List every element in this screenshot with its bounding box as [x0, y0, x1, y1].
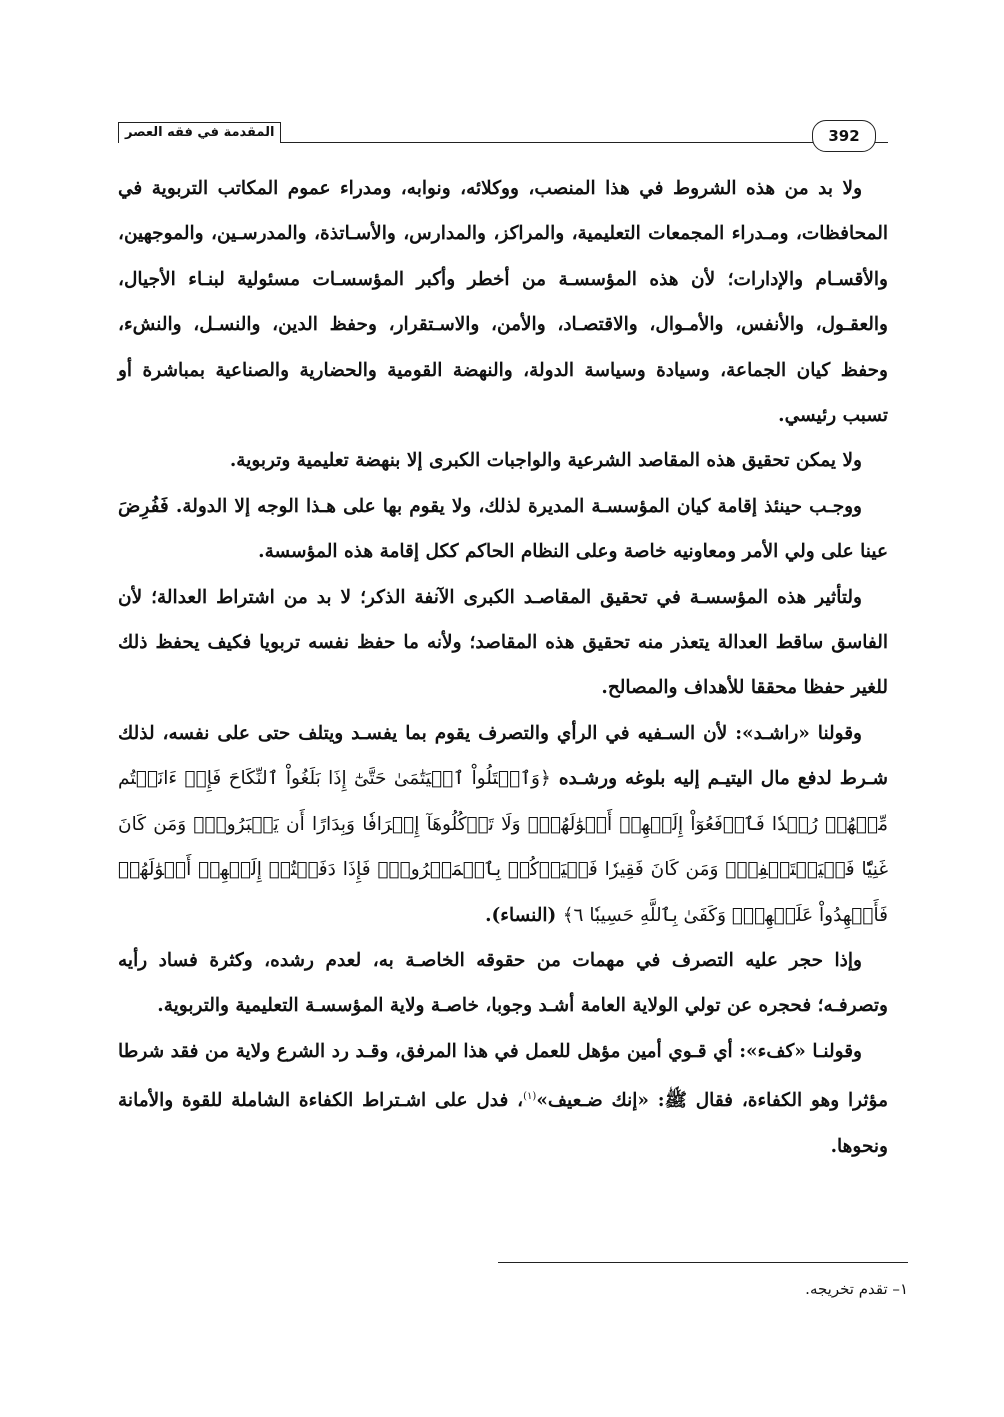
- page-header: [118, 120, 888, 150]
- footnote-divider: [498, 1262, 908, 1263]
- body-text: [118, 166, 888, 1169]
- paragraph-4: ولتأثير هذه المؤسسـة في تحقيق المقاصـد الكبرى الآنفة الذكر؛ لا بد من اشتراط العدالة؛ لأن الفاسق ساقط العدالة يتعذر منه تحقيق هذه المقاصد؛ ولأنه ما حفظ نفسه تربويا فكيف يحفظ ذلك للغير حفظا محققا للأهداف والمصالح.: [118, 586, 888, 699]
- kafa-text: وقولنـا «كفء»: أي قـوي أمين مؤهل للعمل في هذا المرفق، وقـد رد الشرع ولاية من فقد شرطا مؤثرا وهو الكفاءة، فقال: [118, 1040, 888, 1112]
- footnote-marker[interactable]: (١): [523, 1091, 537, 1103]
- paragraph-2: ولا يمكن تحقيق هذه المقاصد الشرعية والواجبات الكبرى إلا بنهضة تعليمية وتربوية.: [229, 450, 862, 472]
- page-number: 392: [812, 120, 876, 152]
- rashid-text: وقولنا «راشـد»: لأن السـفيه في الرأي والتصرف يقوم بما يفسـد ويتلف حتى على نفسه، لذلك شـرط لدفع مال اليتيـم إليه بلوغه ورشـده: [118, 722, 888, 790]
- kafa-conclusion: ، فدل على اشـتراط الكفاءة الشاملة للقوة والأمانة ونحوها.: [118, 1090, 888, 1157]
- paragraph-3: ووجـب حينئذ إقامة كيان المؤسسـة المديرة لذلك، ولا يقوم بها على هـذا الوجه إلا الدولة. فَفُرِضَ عينا على ولي الأمر ومعاونيه خاصة وعلى النظام الحاكم ككل إقامة هذه المؤسسة.: [118, 495, 888, 563]
- book-title: المقدمة في فقه العصر: [118, 122, 281, 143]
- paragraph-5: وإذا حجر عليه التصرف في مهمات من حقوقه الخاصـة به، لعدم رشده، وكثرة فساد رأيه وتصرفـه؛ فحجره عن تولي الولاية العامة أشـد وجوبا، خاصـة ولاية المؤسسـة التعليمية والتربوية.: [118, 949, 888, 1017]
- paragraph-1: ولا بد من هذه الشروط في هذا المنصب، ووكلائه، ونوابه، ومدراء عموم المكاتب التربوية في المحافظات، ومـدراء المجمعات التعليمية، والمراكز، والمدارس، والأسـاتذة، والمدرسـين، والموجهين، والأقسـام والإدارات؛ لأن هذه المؤسسـة من أخطر وأكبر المؤسسـات مسئولية لبنـاء الأجيال، والعقـول، والأنفس، والأمـوال، والاقتصـاد، والأمن، والاسـتقرار، وحفظ الدين، والنسـل، والنشء، وحفظ كيان الجماعة، وسيادة وسياسة الدولة، والنهضة القومية والحضارية والصناعية بمباشرة أو تسبب رئيسي.: [118, 178, 888, 427]
- paragraph-kafa: [118, 1029, 888, 1169]
- honorific: ﷺ: [664, 1090, 687, 1112]
- quran-verse: ﴿وَٱبۡتَلُواْ ٱلۡيَتَٰمَىٰ حَتَّىٰٓ إِذَا بَلَغُواْ ٱلنِّكَاحَ فَإِنۡ ءَانَسۡتُم مِّنۡهُمۡ رُشۡدٗا فَٱدۡفَعُوٓاْ إِلَيۡهِمۡ أَمۡوَٰلَهُمۡۖ وَلَا تَأۡكُلُوهَآ إِسۡرَافٗا وَبِدَارًا أَن يَكۡبَرُواْۚ وَمَن كَانَ غَنِيّٗا فَلۡيَسۡتَعۡفِفۡۖ وَمَن كَانَ فَقِيرٗا فَلۡيَأۡكُلۡ بِٱلۡمَعۡرُوفِۚ فَإِذَا دَفَعۡتُمۡ إِلَيۡهِمۡ أَمۡوَٰلَهُمۡ فَأَشۡهِدُواْ عَلَيۡهِمۡۚ وَكَفَىٰ بِٱللَّهِ حَسِيبٗا ٦﴾: [118, 768, 888, 926]
- paragraph-rashid: [118, 711, 888, 938]
- quran-reference: (النساء).: [485, 904, 557, 926]
- footnote: ١– تقدم تخريجه.: [805, 1280, 908, 1298]
- hadith-quote: : «إنك ضـعيف»: [536, 1090, 665, 1112]
